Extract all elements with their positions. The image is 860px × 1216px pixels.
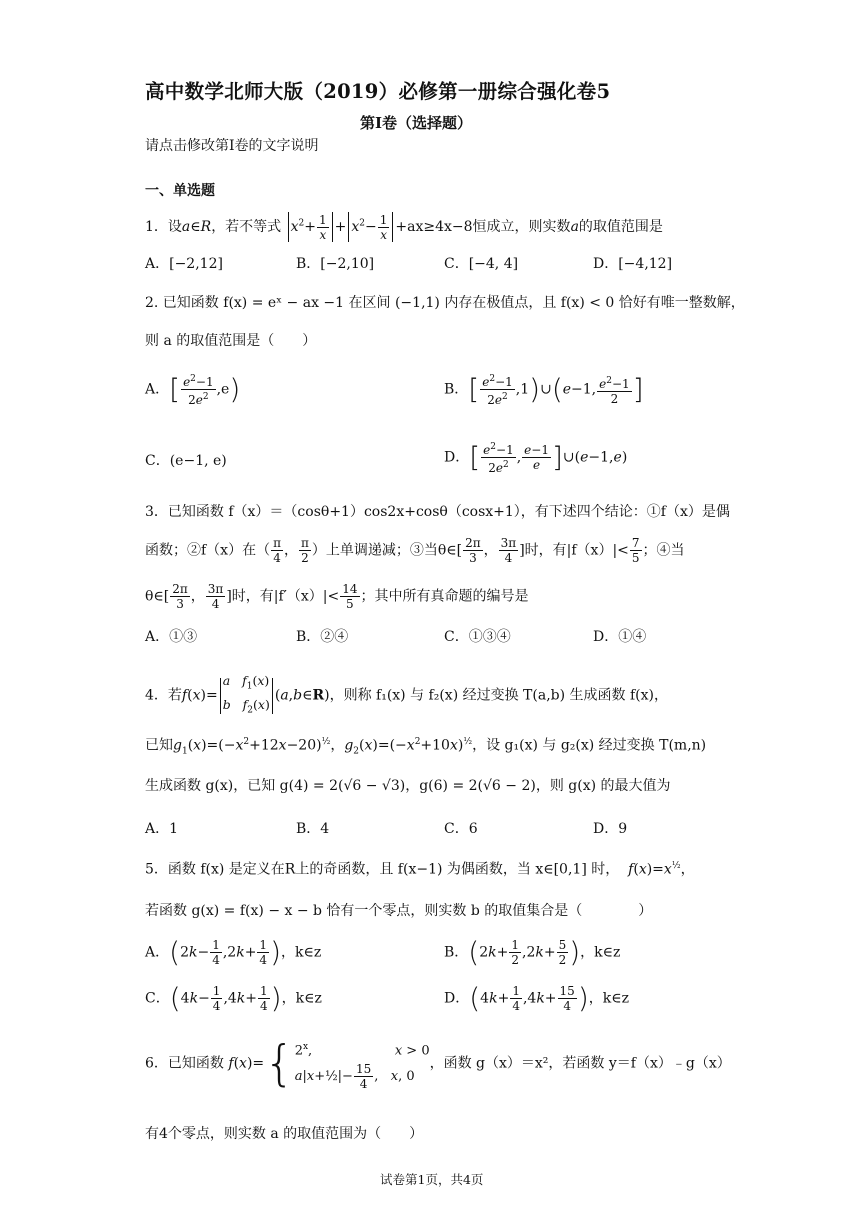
q2-option-b[interactable]: B．[ $\frac{e^2-1}{2e^2}$ ,1)∪(e−1, $\frac{e^2-1}{2}$ ]	[444, 372, 644, 407]
q1-option-c[interactable]: C．[−4, 4]	[444, 256, 519, 272]
question-3-line-2: 函数；②f（x）在（ $\frac{\pi}{4}$ ， $\frac{\pi}{2}$ ）上单调递减；③当θ∈[ $\frac{2\pi}{3}$ ， $\frac{3\pi}{4}$ ]时，有|f（x）|< $\frac{7}{5}$ ；④当	[145, 536, 685, 565]
part-note[interactable]: 请点击修改第I卷的文字说明	[145, 138, 319, 154]
q4-option-c[interactable]: C．6	[444, 821, 478, 837]
question-5-line-1: 5．函数 f(x) 是定义在R上的奇函数，且 f(x−1) 为偶函数，当 x∈[0,1] 时， $f(x)=x^{\frac{1}{2}}$，	[145, 861, 695, 878]
page-title: 高中数学北师大版（2019）必修第一册综合强化卷5	[145, 80, 611, 103]
q5-option-c[interactable]: C．(4k− $\frac{1}{4}$ ,4k+ $\frac{1}{4}$ )，k∈z	[145, 981, 322, 1015]
q2-option-a[interactable]: A．[ $\frac{e^2-1}{2e^2}$ ,e)	[145, 372, 241, 407]
page-footer: 试卷第1页，共4页	[380, 1172, 484, 1187]
question-2-line-2: 则 a 的取值范围是（ ）	[145, 333, 317, 349]
q3-option-a[interactable]: A．①③	[145, 629, 198, 645]
q3-option-c[interactable]: C．①③④	[444, 629, 511, 645]
q3-option-d[interactable]: D．①④	[593, 629, 647, 645]
q2-option-d[interactable]: D．[ $\frac{e^2-1}{2e^2}$ , $\frac{e-1}{e}$ ]∪(e−1,e)	[444, 440, 628, 475]
q2-option-c[interactable]: C．(e−1, e)	[145, 453, 227, 469]
q1-option-b[interactable]: B．[−2,10]	[296, 256, 375, 272]
q3-option-b[interactable]: B．②④	[296, 629, 349, 645]
q4-option-b[interactable]: B．4	[296, 821, 330, 837]
q5-option-a[interactable]: A．(2k− $\frac{1}{4}$ ,2k+ $\frac{1}{4}$ )，k∈z	[145, 935, 322, 969]
question-4-line-2: 已知$g_1(x)=(-x^2+12x-20)^{\frac{1}{2}}$，$g_2(x)=(-x^2+10x)^{\frac{1}{2}}$，设 g₁(x) 与 g₂(x) 经过变换 T(m,n)	[145, 737, 707, 757]
question-2-line-1: 2. 已知函数 f(x) = eˣ − ax −1 在区间 (−1,1) 内存在极值点，且 f(x) < 0 恰好有唯一整数解，	[145, 295, 745, 311]
question-6-line-1: 6．已知函数 $f(x)=\{2^x$, x > 0 a|x+½|− $\frac{15}{4}$ , x, 0，函数 g（x）＝x²，若函数 y＝f（x）﹣g（x）	[145, 1035, 731, 1092]
question-4-line-1: 4．若f(x)=a $f_1(x)$ b $f_2(x)(a,b\in R)$，则称 f₁(x) 与 f₂(x) 经过变换 T(a,b) 生成函数 f(x)，	[145, 673, 668, 715]
q1-option-d[interactable]: D．[−4,12]	[593, 256, 673, 272]
question-5-line-2: 若函数 g(x) = f(x) − x − b 恰有一个零点，则实数 b 的取值集合是（ ）	[145, 903, 653, 919]
question-3-line-3: θ∈[ $\frac{2\pi}{3}$ ， $\frac{3\pi}{4}$ ]时，有|f′（x）|< $\frac{14}{5}$ ；其中所有真命题的编号是	[145, 582, 529, 611]
q4-option-a[interactable]: A．1	[145, 821, 179, 837]
part-title: 第I卷（选择题）	[360, 114, 473, 132]
question-1-stem: 1．设a∈R，若不等式 $x^2+$ $\frac{1}{x}$ + $x^2-$ $\frac{1}{x}$ +ax≥4x−8恒成立，则实数a的取值范围是	[145, 212, 663, 242]
q4-option-d[interactable]: D．9	[593, 821, 628, 837]
q5-option-b[interactable]: B．(2k+ $\frac{1}{2}$ ,2k+ $\frac{5}{2}$ )，k∈z	[444, 935, 621, 969]
question-6-line-2: 有4个零点，则实数 a 的取值范围为（ ）	[145, 1126, 424, 1142]
question-3-line-1: 3．已知函数 f（x）＝（cosθ+1）cos2x+cosθ（cosx+1），有下述四个结论：①f（x）是偶	[145, 504, 730, 520]
q1-option-a[interactable]: A．[−2,12]	[145, 256, 223, 272]
q5-option-d[interactable]: D．(4k+ $\frac{1}{4}$ ,4k+ $\frac{15}{4}$ )，k∈z	[444, 981, 629, 1015]
section-title: 一、单选题	[145, 183, 215, 199]
question-4-line-3: 生成函数 g(x)，已知 g(4) = 2(√6 − √3)，g(6) = 2(√6 − 2)，则 g(x) 的最大值为	[145, 778, 671, 794]
